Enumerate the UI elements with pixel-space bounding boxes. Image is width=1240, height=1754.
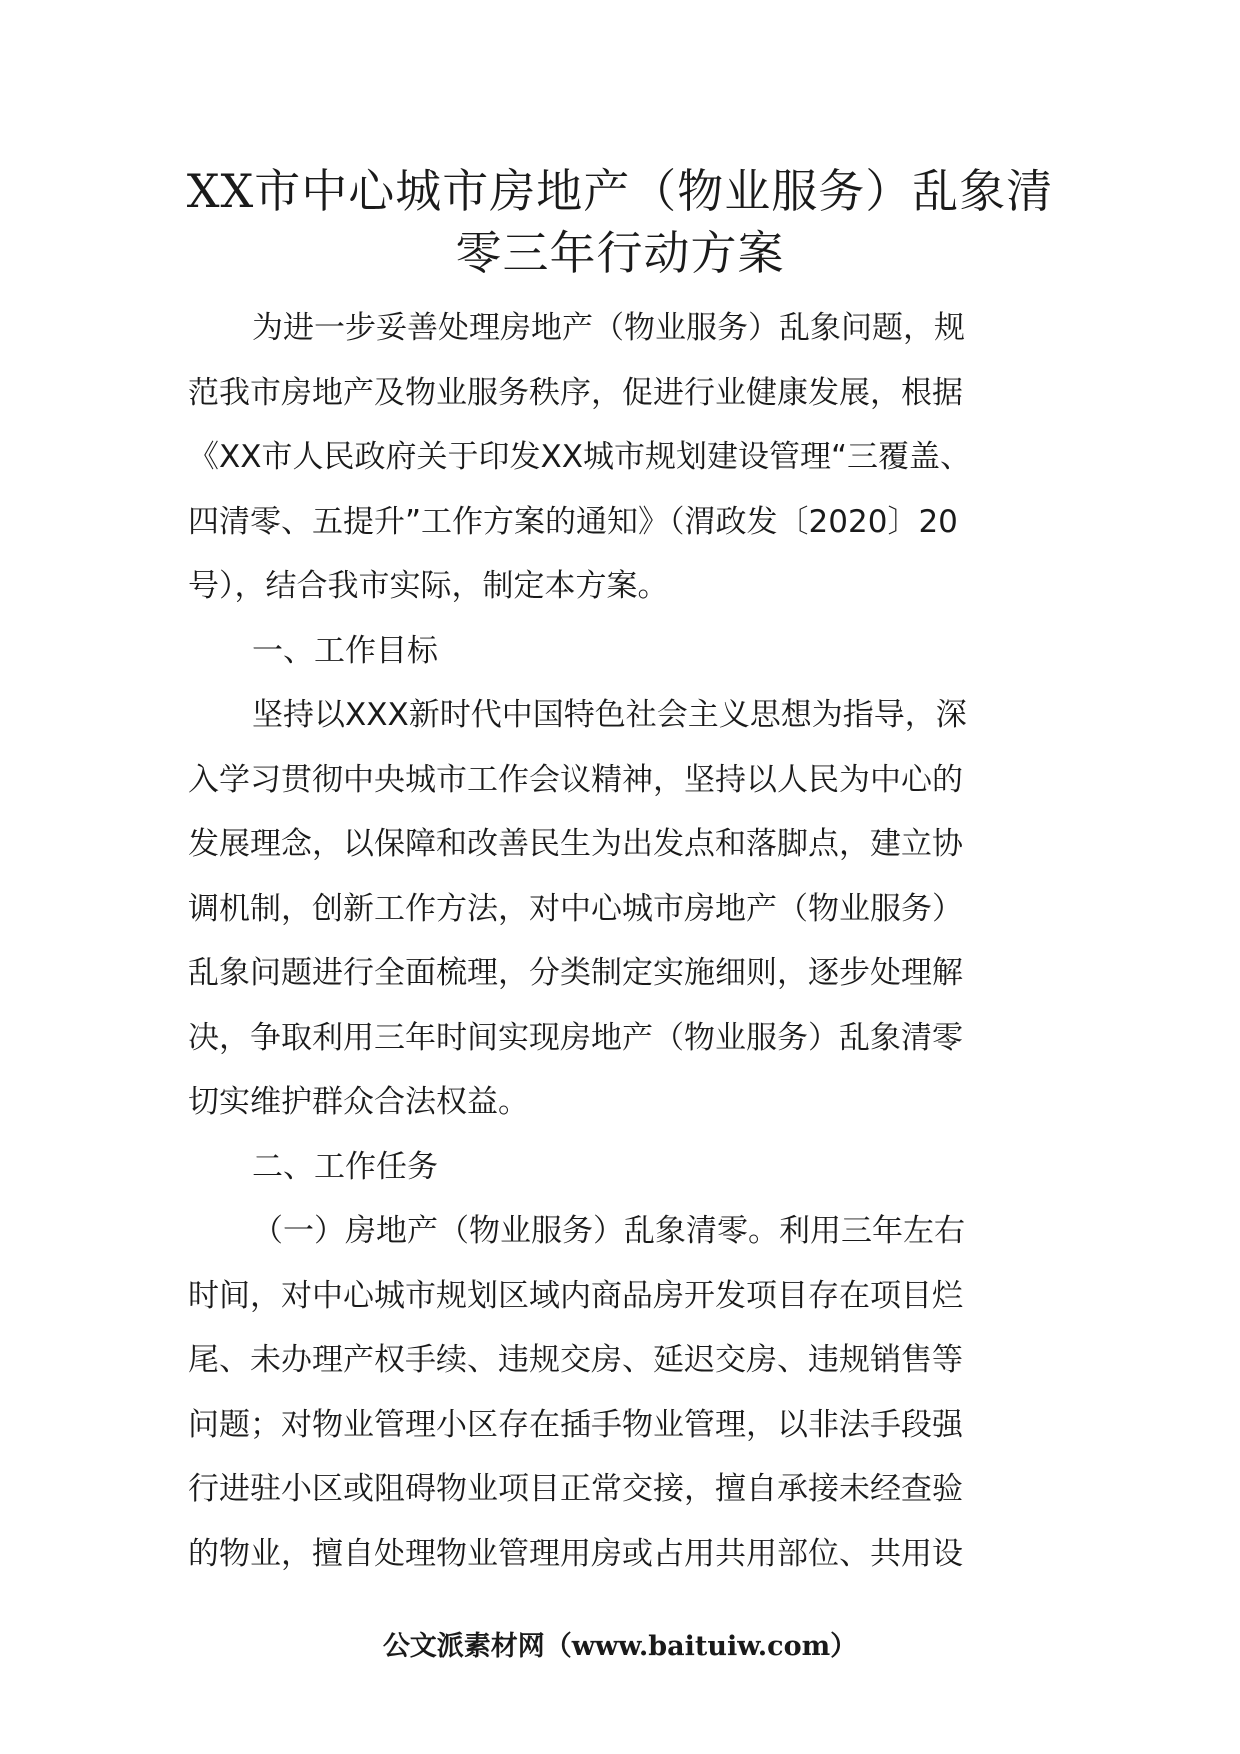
body-line: 问题；对物业管理小区存在插手物业管理，以非法手段强	[188, 1406, 963, 1443]
document-title	[140, 160, 1100, 284]
title-line: 零三年行动方案	[455, 226, 785, 280]
body-line: 二、工作任务	[252, 1148, 438, 1185]
body-line: 调机制，创新工作方法，对中心城市房地产（物业服务）	[188, 890, 963, 927]
body-line: 尾、未办理产权手续、违规交房、延迟交房、违规销售等	[188, 1342, 963, 1378]
body-line: 一、工作目标	[252, 632, 438, 669]
body-line: 四清零、五提升”工作方案的通知》（渭政发〔2020〕20	[188, 503, 958, 540]
title-line: XX市中心城市房地产（物业服务）乱象清	[186, 164, 1054, 218]
document-body	[188, 296, 1068, 1586]
body-line: 乱象问题进行全面梳理，分类制定实施细则，逐步处理解	[188, 955, 963, 991]
body-line: 决，争取利用三年时间实现房地产（物业服务）乱象清零	[188, 1019, 963, 1056]
body-line: 为进一步妥善处理房地产（物业服务）乱象问题，规	[252, 310, 965, 346]
body-line: 范我市房地产及物业服务秩序，促进行业健康发展，根据	[188, 374, 963, 411]
body-line: 发展理念，以保障和改善民生为出发点和落脚点，建立协	[188, 826, 963, 862]
body-line: （一）房地产（物业服务）乱象清零。利用三年左右	[252, 1213, 965, 1249]
body-line: 入学习贯彻中央城市工作会议精神，坚持以人民为中心的	[188, 761, 963, 798]
body-line: 号），结合我市实际，制定本方案。	[188, 568, 669, 604]
body-line: 切实维护群众合法权益。	[188, 1084, 529, 1120]
body-line: 坚持以XXX新时代中国特色社会主义思想为指导，深	[252, 697, 967, 733]
body-line: 的物业，擅自处理物业管理用房或占用共用部位、共用设	[188, 1535, 963, 1572]
body-line: 行进驻小区或阻碍物业项目正常交接，擅自承接未经查验	[188, 1471, 963, 1507]
footer-watermark: 公文派素材网（www.baituiw.com）	[382, 1631, 858, 1662]
body-line: 时间，对中心城市规划区域内商品房开发项目存在项目烂	[188, 1277, 963, 1314]
body-line: 《XX市人民政府关于印发XX城市规划建设管理“三覆盖、	[188, 439, 972, 475]
